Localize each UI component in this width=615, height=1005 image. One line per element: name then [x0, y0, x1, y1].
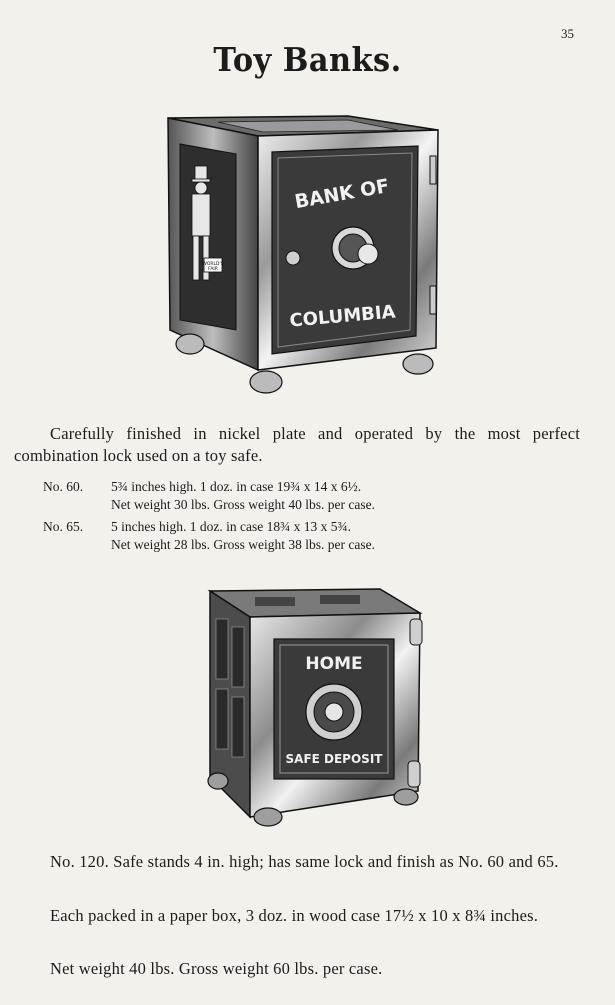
bank2-weight: Net weight 40 lbs. Gross weight 60 lbs. per case.: [50, 959, 383, 978]
spec-row: [43, 518, 563, 554]
bank2-description: No. 120. Safe stands 4 in. high; has same lock and finish as No. 60 and 65.: [50, 852, 559, 871]
home-safe-deposit-illustration: [170, 585, 435, 830]
sign-text-line2: FAIR: [208, 267, 218, 272]
spec-line2: Net weight 28 lbs. Gross weight 38 lbs. per case.: [111, 537, 375, 552]
hinge: [430, 156, 436, 184]
spec-line1: 5¾ inches high. 1 doz. in case 19¾ x 14 x 6½.: [111, 479, 362, 494]
spec-row: [43, 478, 563, 514]
bank-of-columbia-illustration: [148, 108, 448, 408]
page-number: 35: [561, 26, 574, 41]
bank2-packing: Each packed in a paper box, 3 doz. in wood case 17½ x 10 x 8¾ inches.: [50, 906, 539, 925]
spec-line1: 5 inches high. 1 doz. in case 18¾ x 13 x 5¾.: [111, 519, 351, 534]
spec-line2: Net weight 30 lbs. Gross weight 40 lbs. per case.: [111, 497, 375, 512]
bank1-description: Carefully finished in nickel plate and operated by the most perfect combination lock used on a toy safe.: [14, 424, 580, 465]
bank-of-text: BANK OF: [292, 174, 391, 214]
columbia-text: COLUMBIA: [288, 301, 397, 332]
combination-dial: [306, 684, 362, 740]
hinge: [410, 619, 422, 645]
safe-deposit-text: SAFE DEPOSIT: [285, 752, 383, 766]
sign-text-line1: WORLD'S: [202, 262, 224, 267]
door-handle: [286, 251, 300, 265]
home-text: HOME: [305, 654, 363, 674]
spec-number: No. 60.: [43, 479, 84, 494]
spec-number: No. 65.: [43, 519, 84, 534]
page-title: Toy Banks.: [213, 40, 402, 79]
